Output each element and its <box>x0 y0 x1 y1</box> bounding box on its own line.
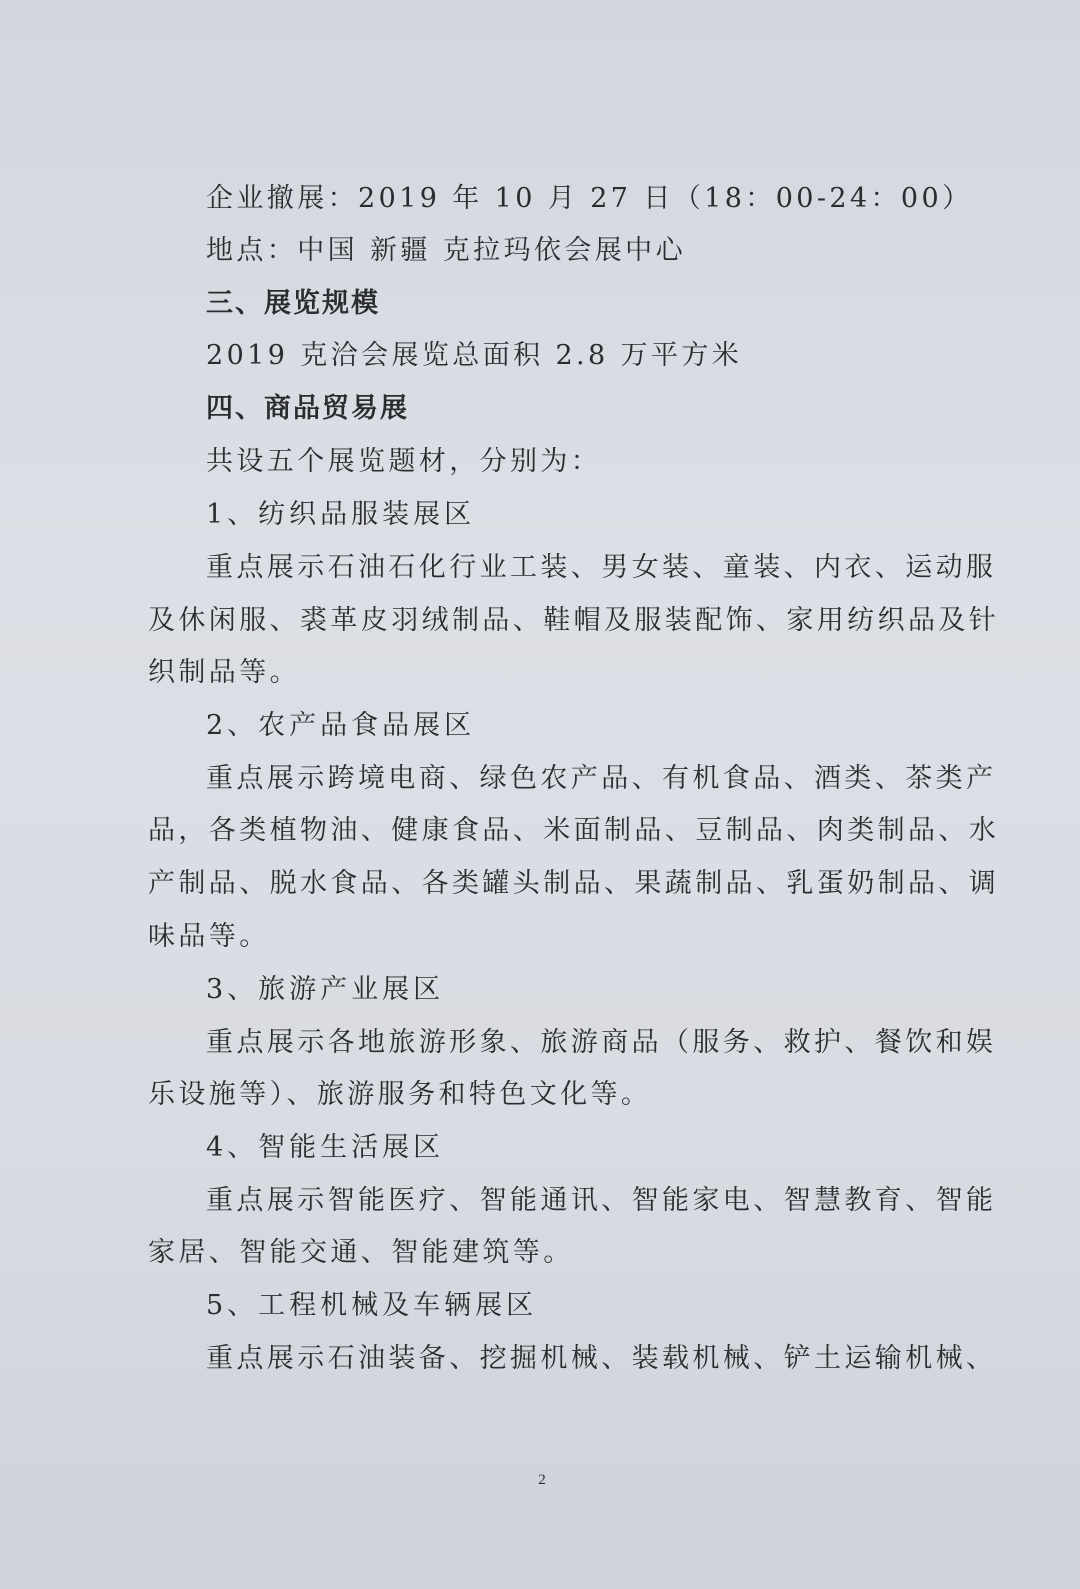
exhibition-area-line: 2019 克洽会展览总面积 2.8 万平方米 <box>206 340 743 371</box>
venue-line: 地点：中国 新疆 克拉玛依会展中心 <box>206 235 686 266</box>
paragraph-line: 及休闲服、裘革皮羽绒制品、鞋帽及服装配饰、家用纺织品及针 <box>148 605 1000 636</box>
paragraph-line: 重点展示石油装备、挖掘机械、装载机械、铲土运输机械、 <box>206 1343 997 1374</box>
section-agri-food-title: 2、农产品食品展区 <box>206 710 476 741</box>
paragraph-line: 重点展示各地旅游形象、旅游商品（服务、救护、餐饮和娱 <box>206 1027 997 1058</box>
paragraph-line: 重点展示跨境电商、绿色农产品、有机食品、酒类、茶类产 <box>206 763 997 794</box>
paragraph-line: 家居、智能交通、智能建筑等。 <box>148 1237 574 1268</box>
section-textile-title: 1、纺织品服装展区 <box>206 499 476 530</box>
paragraph-line: 重点展示智能医疗、智能通讯、智能家电、智慧教育、智能 <box>206 1185 997 1216</box>
section-tourism-title: 3、旅游产业展区 <box>206 974 445 1005</box>
paragraph-line: 产制品、脱水食品、各类罐头制品、果蔬制品、乳蛋奶制品、调 <box>148 868 1000 899</box>
heading-exhibition-scale: 三、展览规模 <box>206 288 380 319</box>
withdrawal-time-line: 企业撤展：2019 年 10 月 27 日（18：00-24：00） <box>206 183 973 214</box>
heading-trade-exhibition: 四、商品贸易展 <box>206 393 409 424</box>
paragraph-line: 织制品等。 <box>148 657 300 688</box>
paragraph-line: 重点展示石油石化行业工装、男女装、童装、内衣、运动服 <box>206 552 997 583</box>
paragraph-line: 品，各类植物油、健康食品、米面制品、豆制品、肉类制品、水 <box>148 815 1000 846</box>
paragraph-line: 乐设施等）、旅游服务和特色文化等。 <box>148 1079 652 1110</box>
page-number: 2 <box>538 1472 546 1488</box>
themes-intro-line: 共设五个展览题材，分别为： <box>206 446 602 477</box>
paragraph-line: 味品等。 <box>148 921 270 952</box>
section-smart-living-title: 4、智能生活展区 <box>206 1132 445 1163</box>
section-machinery-title: 5、工程机械及车辆展区 <box>206 1290 538 1321</box>
